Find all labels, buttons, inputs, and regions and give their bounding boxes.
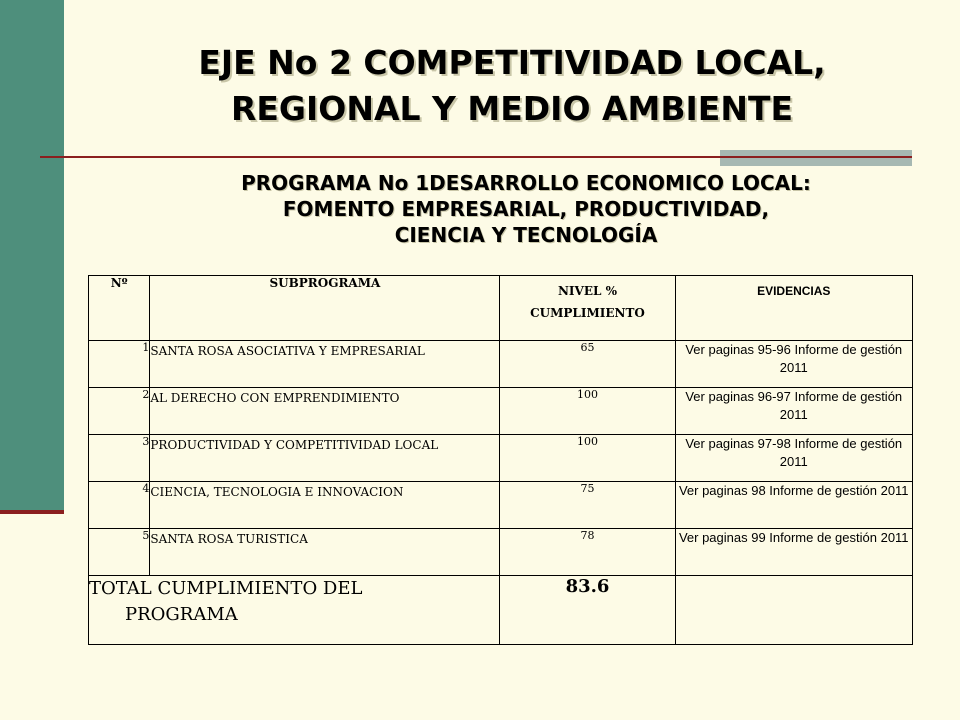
cell-nivel: 75	[500, 482, 675, 529]
slide-subtitle-line3: CIENCIA Y TECNOLOGÍA	[394, 223, 658, 247]
cell-subprograma: CIENCIA, TECNOLOGIA E INNOVACION	[150, 482, 500, 529]
total-row	[89, 576, 913, 645]
cell-evidencias: Ver paginas 98 Informe de gestión 2011	[675, 482, 912, 529]
header-subprograma: SUBPROGRAMA	[150, 276, 500, 341]
slide-title	[64, 40, 960, 132]
slide-title-line2: REGIONAL Y MEDIO AMBIENTE	[230, 89, 794, 128]
cell-subprograma: PRODUCTIVIDAD Y COMPETITIVIDAD LOCAL	[150, 435, 500, 482]
cell-number: 1	[89, 341, 150, 388]
decorative-teal-bar	[720, 150, 912, 166]
header-nivel: NIVEL % CUMPLIMIENTO	[500, 276, 675, 341]
total-label	[89, 576, 500, 645]
cell-nivel: 78	[500, 529, 675, 576]
cell-evidencias: Ver paginas 96-97 Informe de gestión 2011	[675, 388, 912, 435]
total-value: 83.6	[500, 576, 675, 645]
cell-nivel: 100	[500, 435, 675, 482]
slide-subtitle-line1: PROGRAMA No 1DESARROLLO ECONOMICO LOCAL:	[241, 171, 811, 195]
cell-subprograma: SANTA ROSA ASOCIATIVA Y EMPRESARIAL	[150, 341, 500, 388]
cell-evidencias: Ver paginas 97-98 Informe de gestión 2011	[675, 435, 912, 482]
table-row	[89, 435, 913, 482]
side-accent-line	[0, 510, 64, 514]
table-row	[89, 341, 913, 388]
cell-number: 5	[89, 529, 150, 576]
table-row	[89, 529, 913, 576]
cell-number: 4	[89, 482, 150, 529]
side-accent-bar	[0, 0, 64, 512]
slide-title-line1: EJE No 2 COMPETITIVIDAD LOCAL,	[198, 43, 826, 82]
slide-subtitle-line2: FOMENTO EMPRESARIAL, PRODUCTIVIDAD,	[282, 197, 770, 221]
cell-evidencias: Ver paginas 95-96 Informe de gestión 2011	[675, 341, 912, 388]
cell-evidencias: Ver paginas 99 Informe de gestión 2011	[675, 529, 912, 576]
total-label-line1: TOTAL CUMPLIMIENTO DEL	[89, 578, 363, 599]
total-evidencias-empty	[675, 576, 912, 645]
cell-number: 3	[89, 435, 150, 482]
header-evidencias: EVIDENCIAS	[675, 276, 912, 341]
cell-subprograma: SANTA ROSA TURISTICA	[150, 529, 500, 576]
title-divider	[40, 156, 912, 158]
table-header-row	[89, 276, 913, 341]
program-table	[88, 275, 913, 645]
cell-nivel: 65	[500, 341, 675, 388]
table-row	[89, 388, 913, 435]
slide-subtitle	[96, 170, 956, 248]
table-row	[89, 482, 913, 529]
cell-nivel: 100	[500, 388, 675, 435]
cell-subprograma: AL DERECHO CON EMPRENDIMIENTO	[150, 388, 500, 435]
total-label-line2: PROGRAMA	[125, 604, 238, 625]
cell-number: 2	[89, 388, 150, 435]
header-number: Nº	[89, 276, 150, 341]
